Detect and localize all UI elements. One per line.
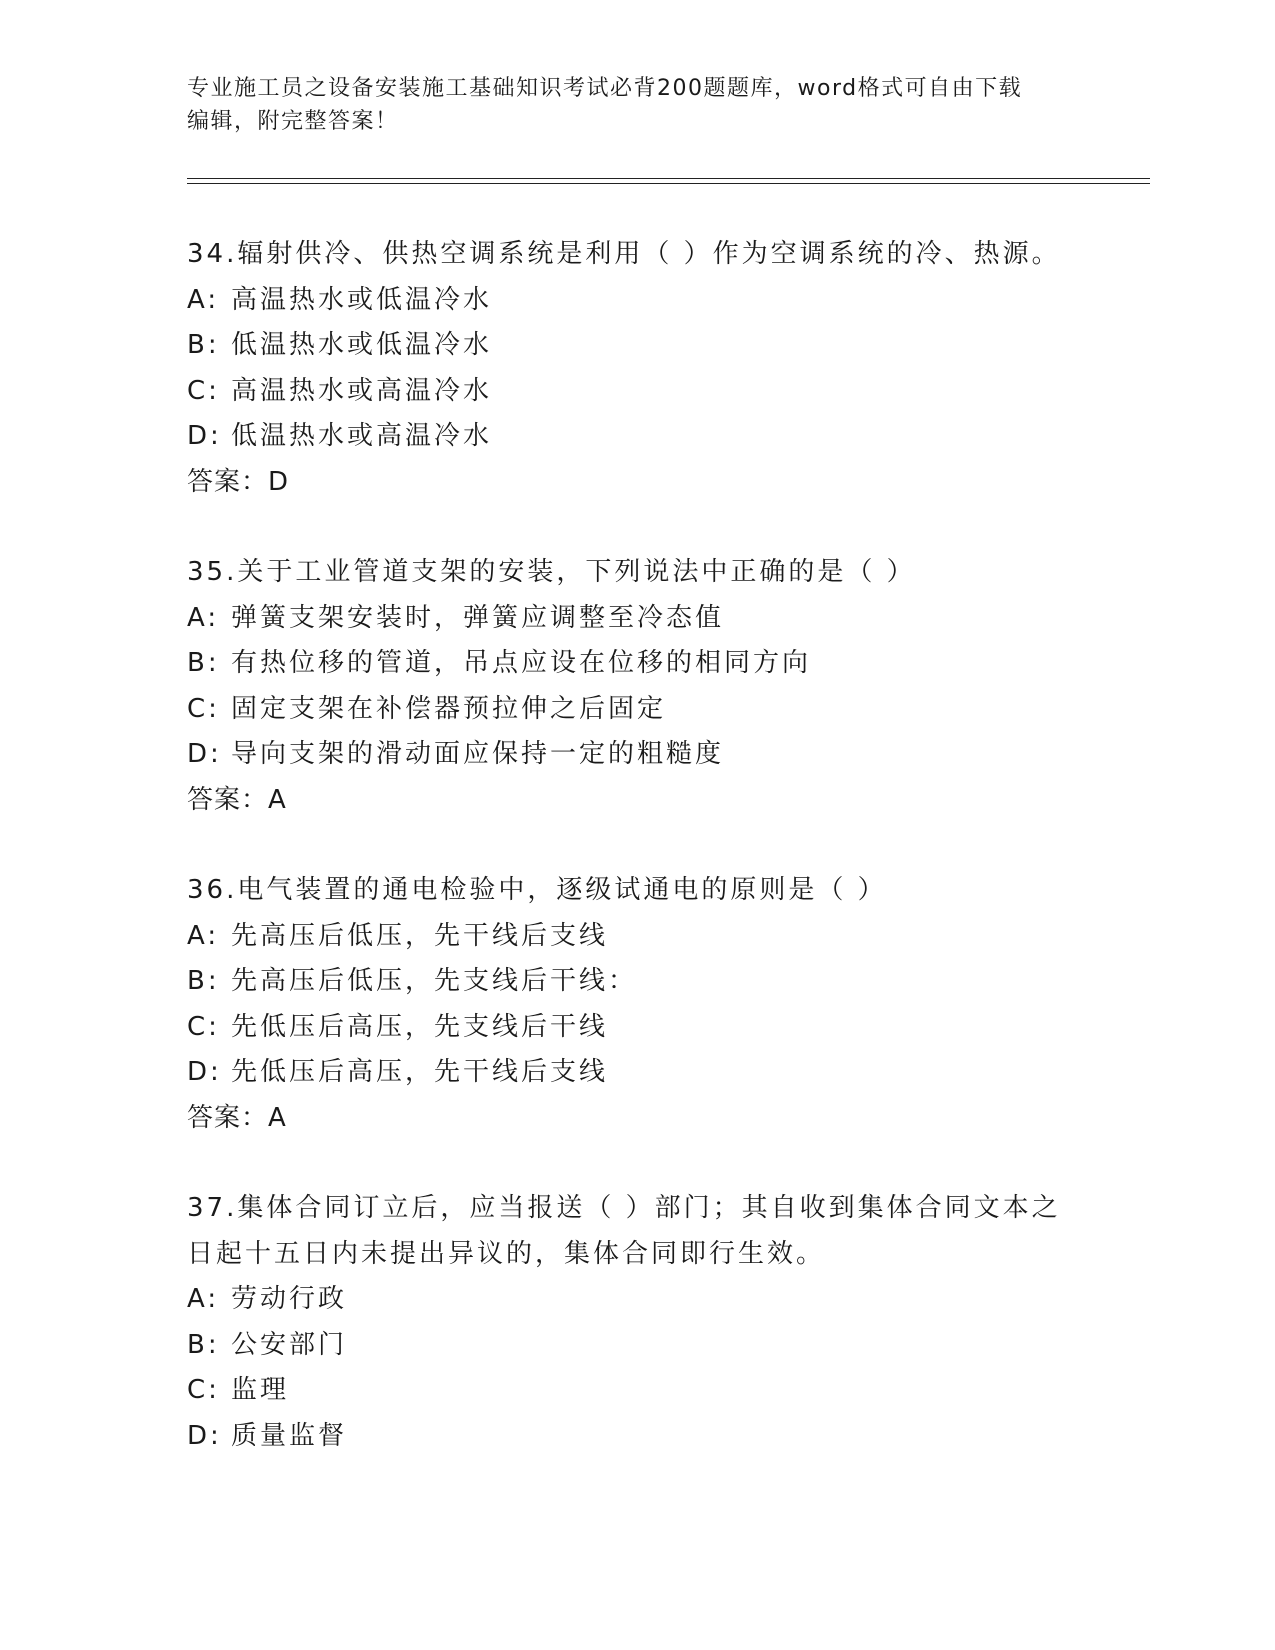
option-c bbox=[187, 1005, 1107, 1051]
question-list bbox=[187, 232, 1107, 1504]
option-text: 先低压后高压，先干线后支线 bbox=[231, 1057, 609, 1087]
question-stem: 36.电气装置的通电检验中，逐级试通电的原则是（ ） bbox=[187, 875, 887, 905]
option-d bbox=[187, 732, 1107, 778]
question-36 bbox=[187, 868, 1107, 1141]
option-c bbox=[187, 369, 1107, 415]
option-key: C: bbox=[187, 1011, 220, 1042]
option-key: B: bbox=[187, 966, 220, 996]
question-stem: 35.关于工业管道支架的安装，下列说法中正确的是（ ） bbox=[187, 557, 916, 587]
option-key: D: bbox=[187, 421, 222, 451]
option-text: 有热位移的管道，吊点应设在位移的相同方向 bbox=[231, 648, 812, 678]
option-b bbox=[187, 641, 1107, 687]
option-a bbox=[187, 596, 1107, 642]
option-key: D: bbox=[187, 739, 222, 769]
header-divider-bottom bbox=[187, 183, 1150, 184]
question-35 bbox=[187, 550, 1107, 823]
answer-label: 答案：A bbox=[187, 1102, 287, 1133]
option-text: 先低压后高压，先支线后干线 bbox=[231, 1011, 609, 1042]
option-key: B: bbox=[187, 330, 220, 360]
document-header bbox=[187, 72, 1087, 138]
option-d bbox=[187, 1050, 1107, 1096]
option-c bbox=[187, 1368, 1107, 1414]
option-text: 先高压后低压，先干线后支线 bbox=[231, 920, 609, 951]
question-stem-line-1: 37.集体合同订立后，应当报送（ ）部门；其自收到集体合同文本之 bbox=[187, 1193, 1061, 1223]
option-key: C: bbox=[187, 375, 220, 406]
question-stem: 34.辐射供冷、供热空调系统是利用（ ）作为空调系统的冷、热源。 bbox=[187, 239, 1061, 269]
option-text: 高温热水或低温冷水 bbox=[231, 284, 493, 315]
option-text: 质量监督 bbox=[231, 1420, 348, 1451]
question-37 bbox=[187, 1186, 1107, 1459]
header-divider-top bbox=[187, 178, 1150, 179]
option-d bbox=[187, 414, 1107, 460]
option-a bbox=[187, 914, 1107, 960]
option-b bbox=[187, 323, 1107, 369]
option-text: 高温热水或高温冷水 bbox=[231, 375, 493, 406]
option-text: 固定支架在补偿器预拉伸之后固定 bbox=[231, 693, 667, 724]
option-key: D: bbox=[187, 1420, 222, 1451]
question-34 bbox=[187, 232, 1107, 505]
option-key: D: bbox=[187, 1057, 222, 1087]
option-a bbox=[187, 1277, 1107, 1323]
option-text: 公安部门 bbox=[231, 1329, 348, 1360]
option-text: 低温热水或高温冷水 bbox=[231, 421, 493, 451]
option-key: A: bbox=[187, 920, 220, 951]
header-line-1: 专业施工员之设备安装施工基础知识考试必背200题题库，word格式可自由下载 bbox=[187, 76, 1023, 101]
option-key: A: bbox=[187, 602, 220, 633]
option-text: 监理 bbox=[231, 1375, 290, 1405]
answer-label: 答案：D bbox=[187, 466, 290, 497]
option-b bbox=[187, 959, 1107, 1005]
option-c bbox=[187, 687, 1107, 733]
option-text: 导向支架的滑动面应保持一定的粗糙度 bbox=[231, 739, 725, 769]
option-key: B: bbox=[187, 648, 220, 678]
option-key: C: bbox=[187, 1375, 220, 1405]
option-a bbox=[187, 278, 1107, 324]
option-key: B: bbox=[187, 1329, 220, 1360]
option-text: 先高压后低压，先支线后干线： bbox=[231, 966, 638, 996]
option-d bbox=[187, 1414, 1107, 1460]
option-b bbox=[187, 1323, 1107, 1369]
option-key: C: bbox=[187, 693, 220, 724]
answer-label: 答案：A bbox=[187, 784, 287, 815]
question-stem-line-2: 日起十五日内未提出异议的，集体合同即行生效。 bbox=[187, 1238, 826, 1269]
option-text: 劳动行政 bbox=[231, 1284, 348, 1314]
header-line-2: 编辑，附完整答案！ bbox=[187, 109, 399, 134]
option-text: 弹簧支架安装时，弹簧应调整至冷态值 bbox=[231, 602, 725, 633]
option-key: A: bbox=[187, 284, 220, 315]
option-text: 低温热水或低温冷水 bbox=[231, 330, 493, 360]
option-key: A: bbox=[187, 1284, 220, 1314]
